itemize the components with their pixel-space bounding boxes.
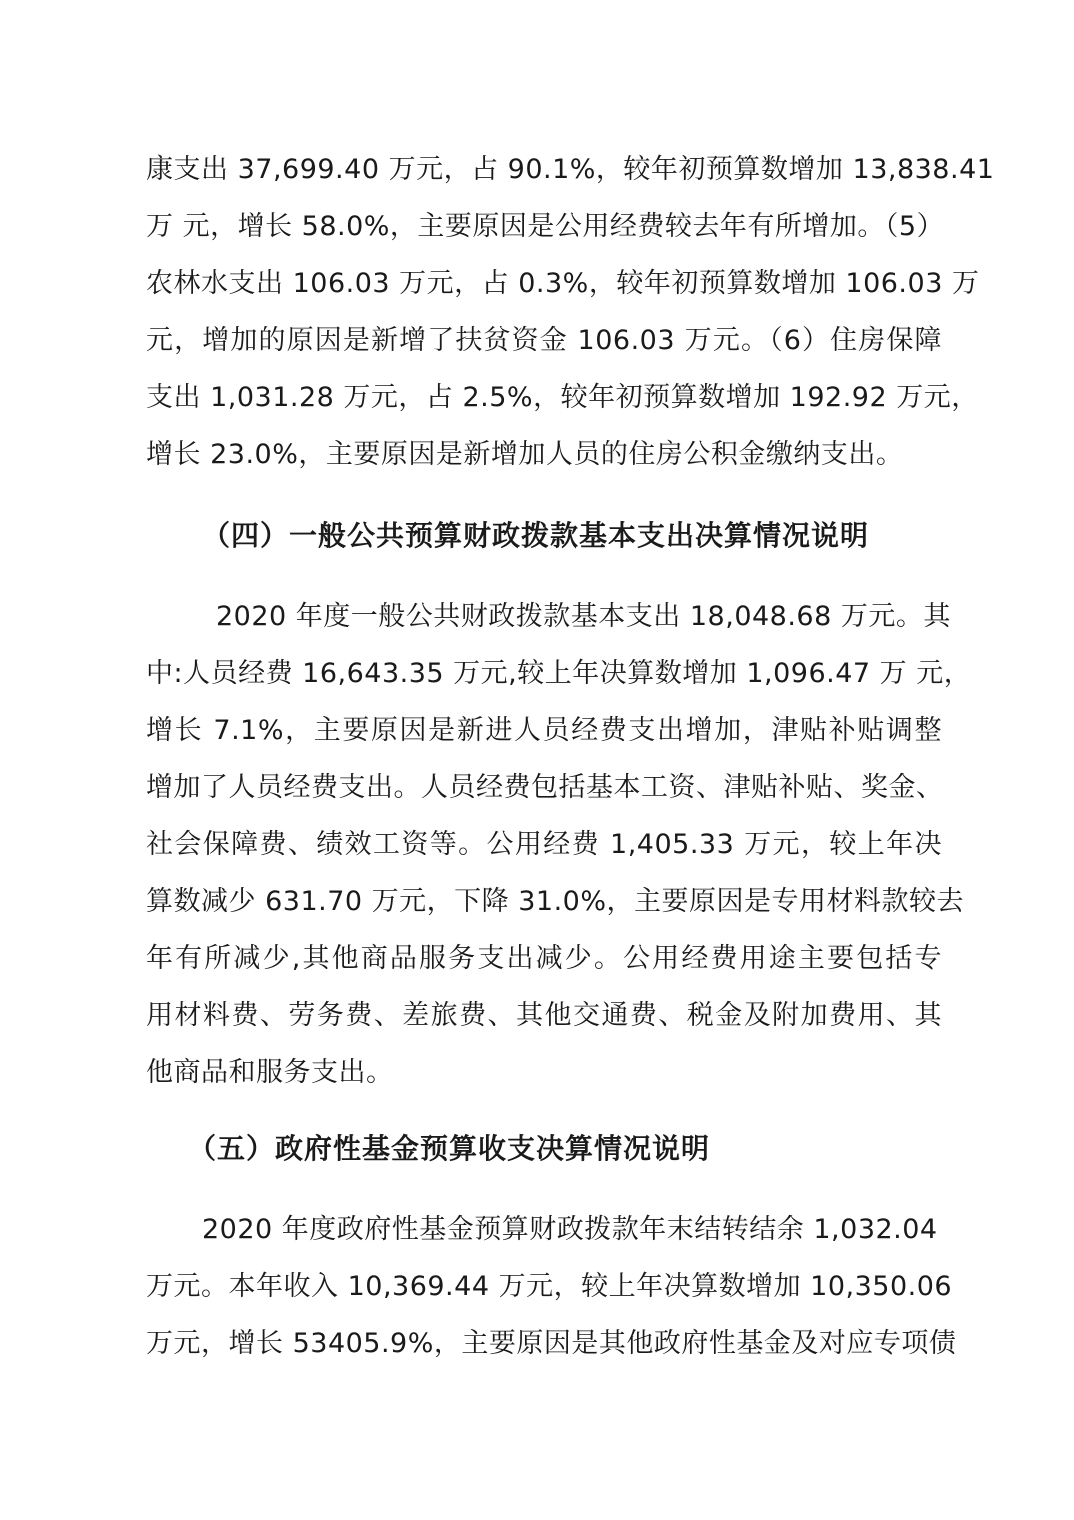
paragraph-line: 农林水支出 106.03 万元，占 0.3%，较年初预算数增加 106.03 万 [146, 268, 980, 299]
paragraph-line: 中:人员经费 16,643.35 万元,较上年决算数增加 1,096.47 万 元， [146, 658, 972, 689]
paragraph-line: 增长 23.0%，主要原因是新增加人员的住房公积金缴纳支出。 [146, 439, 904, 470]
paragraph-line: 万 元，增长 58.0%，主要原因是公用经费较去年有所增加。（5） [146, 211, 945, 242]
paragraph-line: 元，增加的原因是新增了扶贫资金 106.03 万元。（6）住房保障 [146, 325, 942, 356]
paragraph-line: 算数减少 631.70 万元，下降 31.0%，主要原因是专用材料款较去 [146, 886, 964, 917]
paragraph-line: 用材料费、劳务费、差旅费、其他交通费、税金及附加费用、其 [146, 1000, 942, 1031]
section-heading-5: （五）政府性基金预算收支决算情况说明 [188, 1132, 711, 1165]
paragraph-line: 增加了人员经费支出。人员经费包括基本工资、津贴补贴、奖金、 [146, 772, 944, 803]
paragraph-line: 万元，增长 53405.9%，主要原因是其他政府性基金及对应专项债 [146, 1328, 957, 1359]
section-heading-4: （四）一般公共预算财政拨款基本支出决算情况说明 [202, 519, 870, 552]
paragraph-line: 年有所减少,其他商品服务支出减少。公用经费用途主要包括专 [146, 943, 942, 974]
paragraph-line: 社会保障费、绩效工资等。公用经费 1,405.33 万元，较上年决 [146, 829, 942, 860]
paragraph-line: 支出 1,031.28 万元，占 2.5%，较年初预算数增加 192.92 万元， [146, 382, 979, 413]
paragraph-line: 康支出 37,699.40 万元，占 90.1%，较年初预算数增加 13,838.41 [146, 154, 995, 185]
paragraph-line: 2020 年度一般公共财政拨款基本支出 18,048.68 万元。其 [216, 601, 951, 632]
paragraph-line: 万元。本年收入 10,369.44 万元，较上年决算数增加 10,350.06 [146, 1271, 953, 1302]
paragraph-line: 他商品和服务支出。 [146, 1057, 394, 1088]
paragraph-line: 2020 年度政府性基金预算财政拨款年末结转结余 1,032.04 [202, 1214, 938, 1245]
paragraph-line: 增长 7.1%，主要原因是新进人员经费支出增加，津贴补贴调整 [146, 715, 942, 746]
